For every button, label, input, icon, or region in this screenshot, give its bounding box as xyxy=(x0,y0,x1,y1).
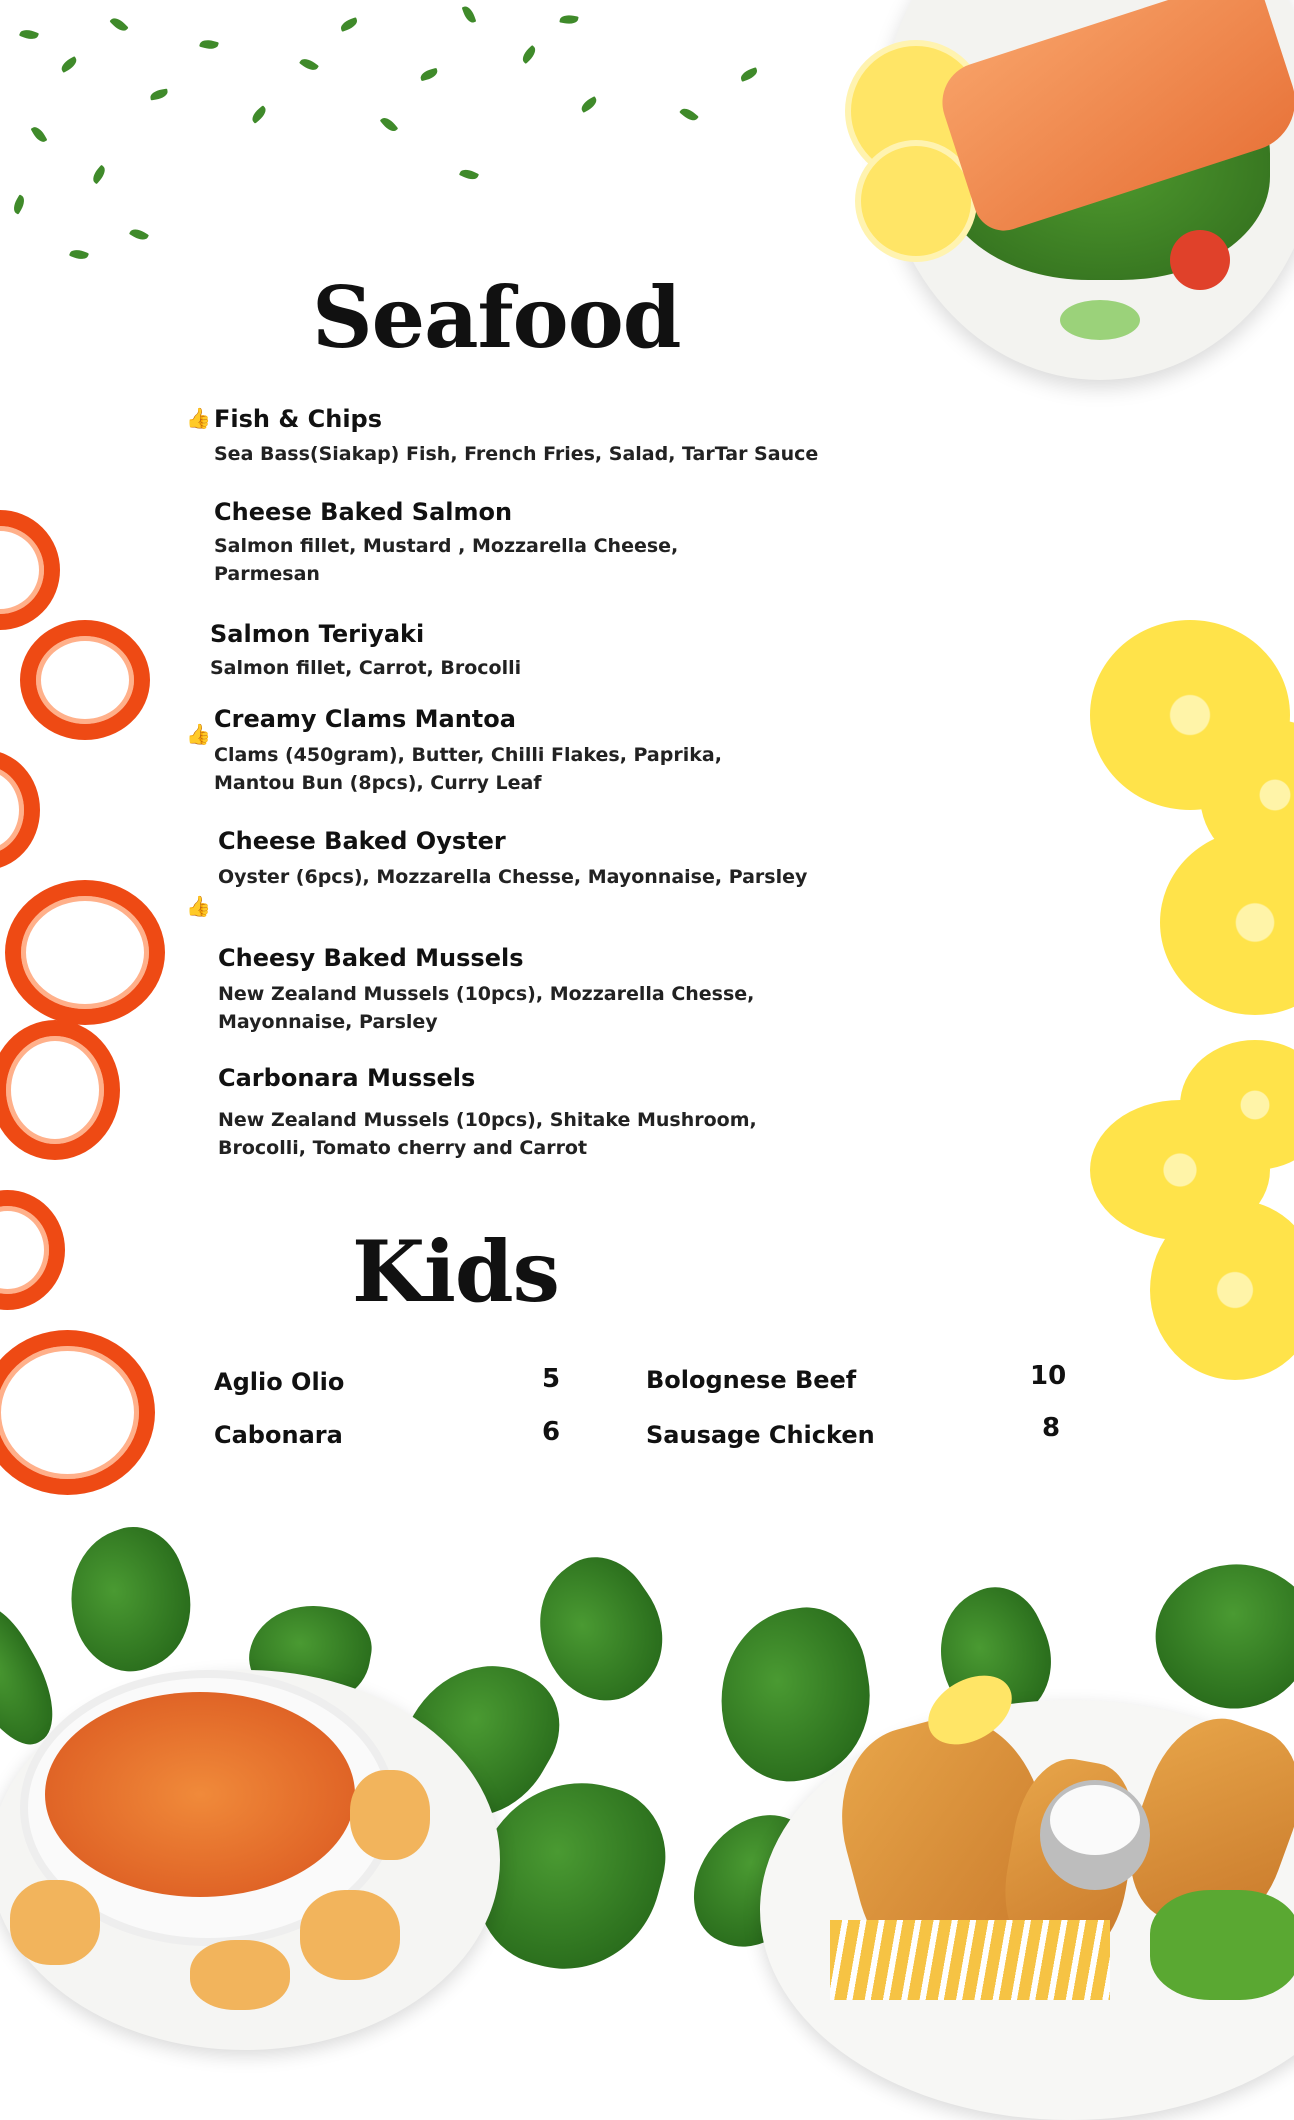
item-name: Cheesy Baked Mussels xyxy=(218,944,524,972)
item-description: New Zealand Mussels (10pcs), Shitake Mushroom, Brocolli, Tomato cherry and Carrot xyxy=(218,1109,757,1159)
item-description: New Zealand Mussels (10pcs), Mozzarella Chesse, Mayonnaise, Parsley xyxy=(218,983,755,1033)
item-name: Creamy Clams Mantoa xyxy=(214,705,516,733)
item-name: Salmon Teriyaki xyxy=(210,620,425,648)
kids-section-title: Kids xyxy=(352,1222,559,1321)
item-description: Salmon fillet, Carrot, Brocolli xyxy=(210,657,522,679)
item-description: Sea Bass(Siakap) Fish, French Fries, Salad, TarTar Sauce xyxy=(214,443,819,465)
kids-item-price: 5 xyxy=(542,1364,561,1394)
item-name: Cheese Baked Oyster xyxy=(218,827,506,855)
pepper-decoration xyxy=(0,480,180,1500)
kids-item-name: Cabonara xyxy=(214,1421,343,1449)
item-name: Carbonara Mussels xyxy=(218,1064,476,1092)
item-description: Clams (450gram), Butter, Chilli Flakes, Paprika, Mantou Bun (8pcs), Curry Leaf xyxy=(214,744,722,794)
kids-item-price: 6 xyxy=(542,1417,561,1447)
bottom-food-decoration xyxy=(0,1520,1294,2000)
thumbs-up-icon: 👍 xyxy=(186,406,211,430)
thumbs-up-icon: 👍 xyxy=(186,722,211,746)
lemon-decoration xyxy=(1080,610,1294,1390)
kids-item-price: 10 xyxy=(1030,1361,1067,1391)
kids-item-name: Aglio Olio xyxy=(214,1368,345,1396)
item-description: Salmon fillet, Mustard , Mozzarella Cheese, Parmesan xyxy=(214,535,679,585)
seafood-section-title: Seafood xyxy=(312,268,681,367)
item-name: Fish & Chips xyxy=(214,405,383,433)
kids-item-name: Sausage Chicken xyxy=(646,1421,875,1449)
kids-item-price: 8 xyxy=(1042,1413,1061,1443)
item-description: Oyster (6pcs), Mozzarella Chesse, Mayonnaise, Parsley xyxy=(218,866,808,888)
salmon-plate-image xyxy=(880,0,1294,380)
kids-item-name: Bolognese Beef xyxy=(646,1366,857,1394)
thumbs-up-icon: 👍 xyxy=(186,894,211,918)
item-name: Cheese Baked Salmon xyxy=(214,498,513,526)
